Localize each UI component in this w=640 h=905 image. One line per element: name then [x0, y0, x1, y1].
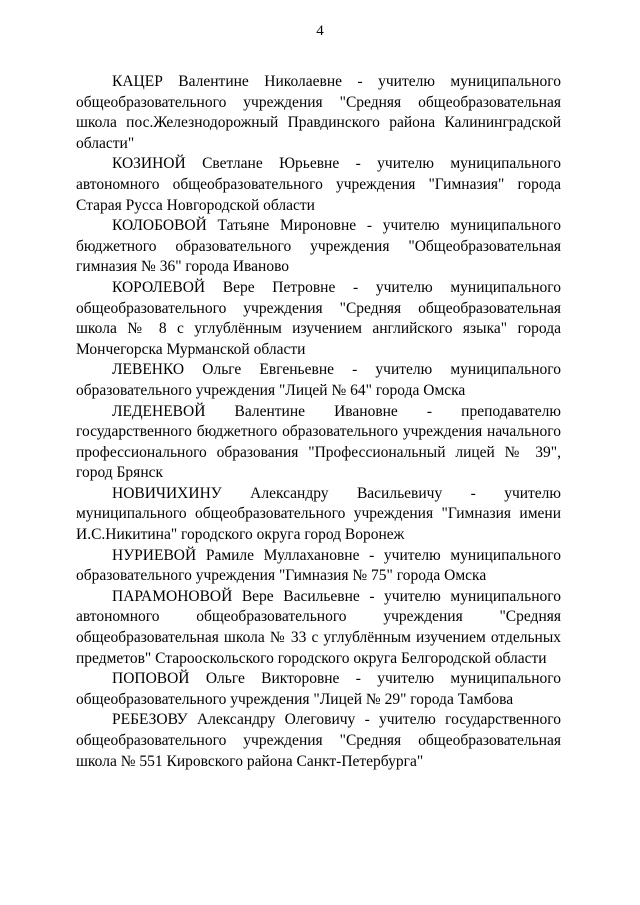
award-entry-4: КОРОЛЕВОЙ Вере Петровне - учителю муниципального общеобразовательного учреждения "Средняя общеобразовательная школа № 8 с углублённым изучением английского языка" города Мончегорска Мурманской области — [76, 278, 561, 358]
award-entry-9: ПАРАМОНОВОЙ Вере Васильевне - учителю муниципального автономного общеобразовательного учреждения "Средняя общеобразовательная школа № 33 с углублённым изучением отдельных предметов" Старооскольского городского округа Белгородской области — [76, 587, 561, 667]
award-entry-10: ПОПОВОЙ Ольге Викторовне - учителю муниципального общеобразовательного учреждения "Лицей № 29" города Тамбова — [76, 670, 561, 708]
award-entry-6: ЛЕДЕНЕВОЙ Валентине Ивановне - преподавателю государственного бюджетного образовательного учреждения начального профессионального образования "Профессиональный лицей № 39", город Брянск — [76, 402, 561, 482]
document-body — [76, 72, 561, 772]
page-number: 4 — [316, 23, 324, 39]
award-entry-7: НОВИЧИХИНУ Александру Васильевичу - учителю муниципального общеобразовательного учреждения "Гимназия имени И.С.Никитина" городского округа город Воронеж — [76, 484, 561, 544]
award-entry-8: НУРИЕВОЙ Рамиле Муллахановне - учителю муниципального образовательного учреждения "Гимназия № 75" города Омска — [76, 546, 561, 585]
award-entry-3: КОЛОБОВОЙ Татьяне Мироновне - учителю муниципального бюджетного образовательного учреждения "Общеобразовательная гимназия № 36" города Иваново — [76, 217, 561, 276]
award-entry-11: РЕБЕЗОВУ Александру Олеговичу - учителю государственного общеобразовательного учреждения "Средняя общеобразовательная школа № 551 Кировского района Санкт-Петербурга" — [76, 711, 561, 770]
award-entry-5: ЛЕВЕНКО Ольге Евгеньевне - учителю муниципального образовательного учреждения "Лицей № 64" города Омска — [76, 361, 561, 399]
award-entry-1: КАЦЕР Валентине Николаевне - учителю муниципального общеобразовательного учреждения "Средняя общеобразовательная школа пос.Железнодорожный Правдинского района Калининградской области" — [76, 73, 561, 152]
award-entry-2: КОЗИНОЙ Светлане Юрьевне - учителю муниципального автономного общеобразовательного учреждения "Гимназия" города Старая Русса Новгородской области — [76, 155, 561, 214]
